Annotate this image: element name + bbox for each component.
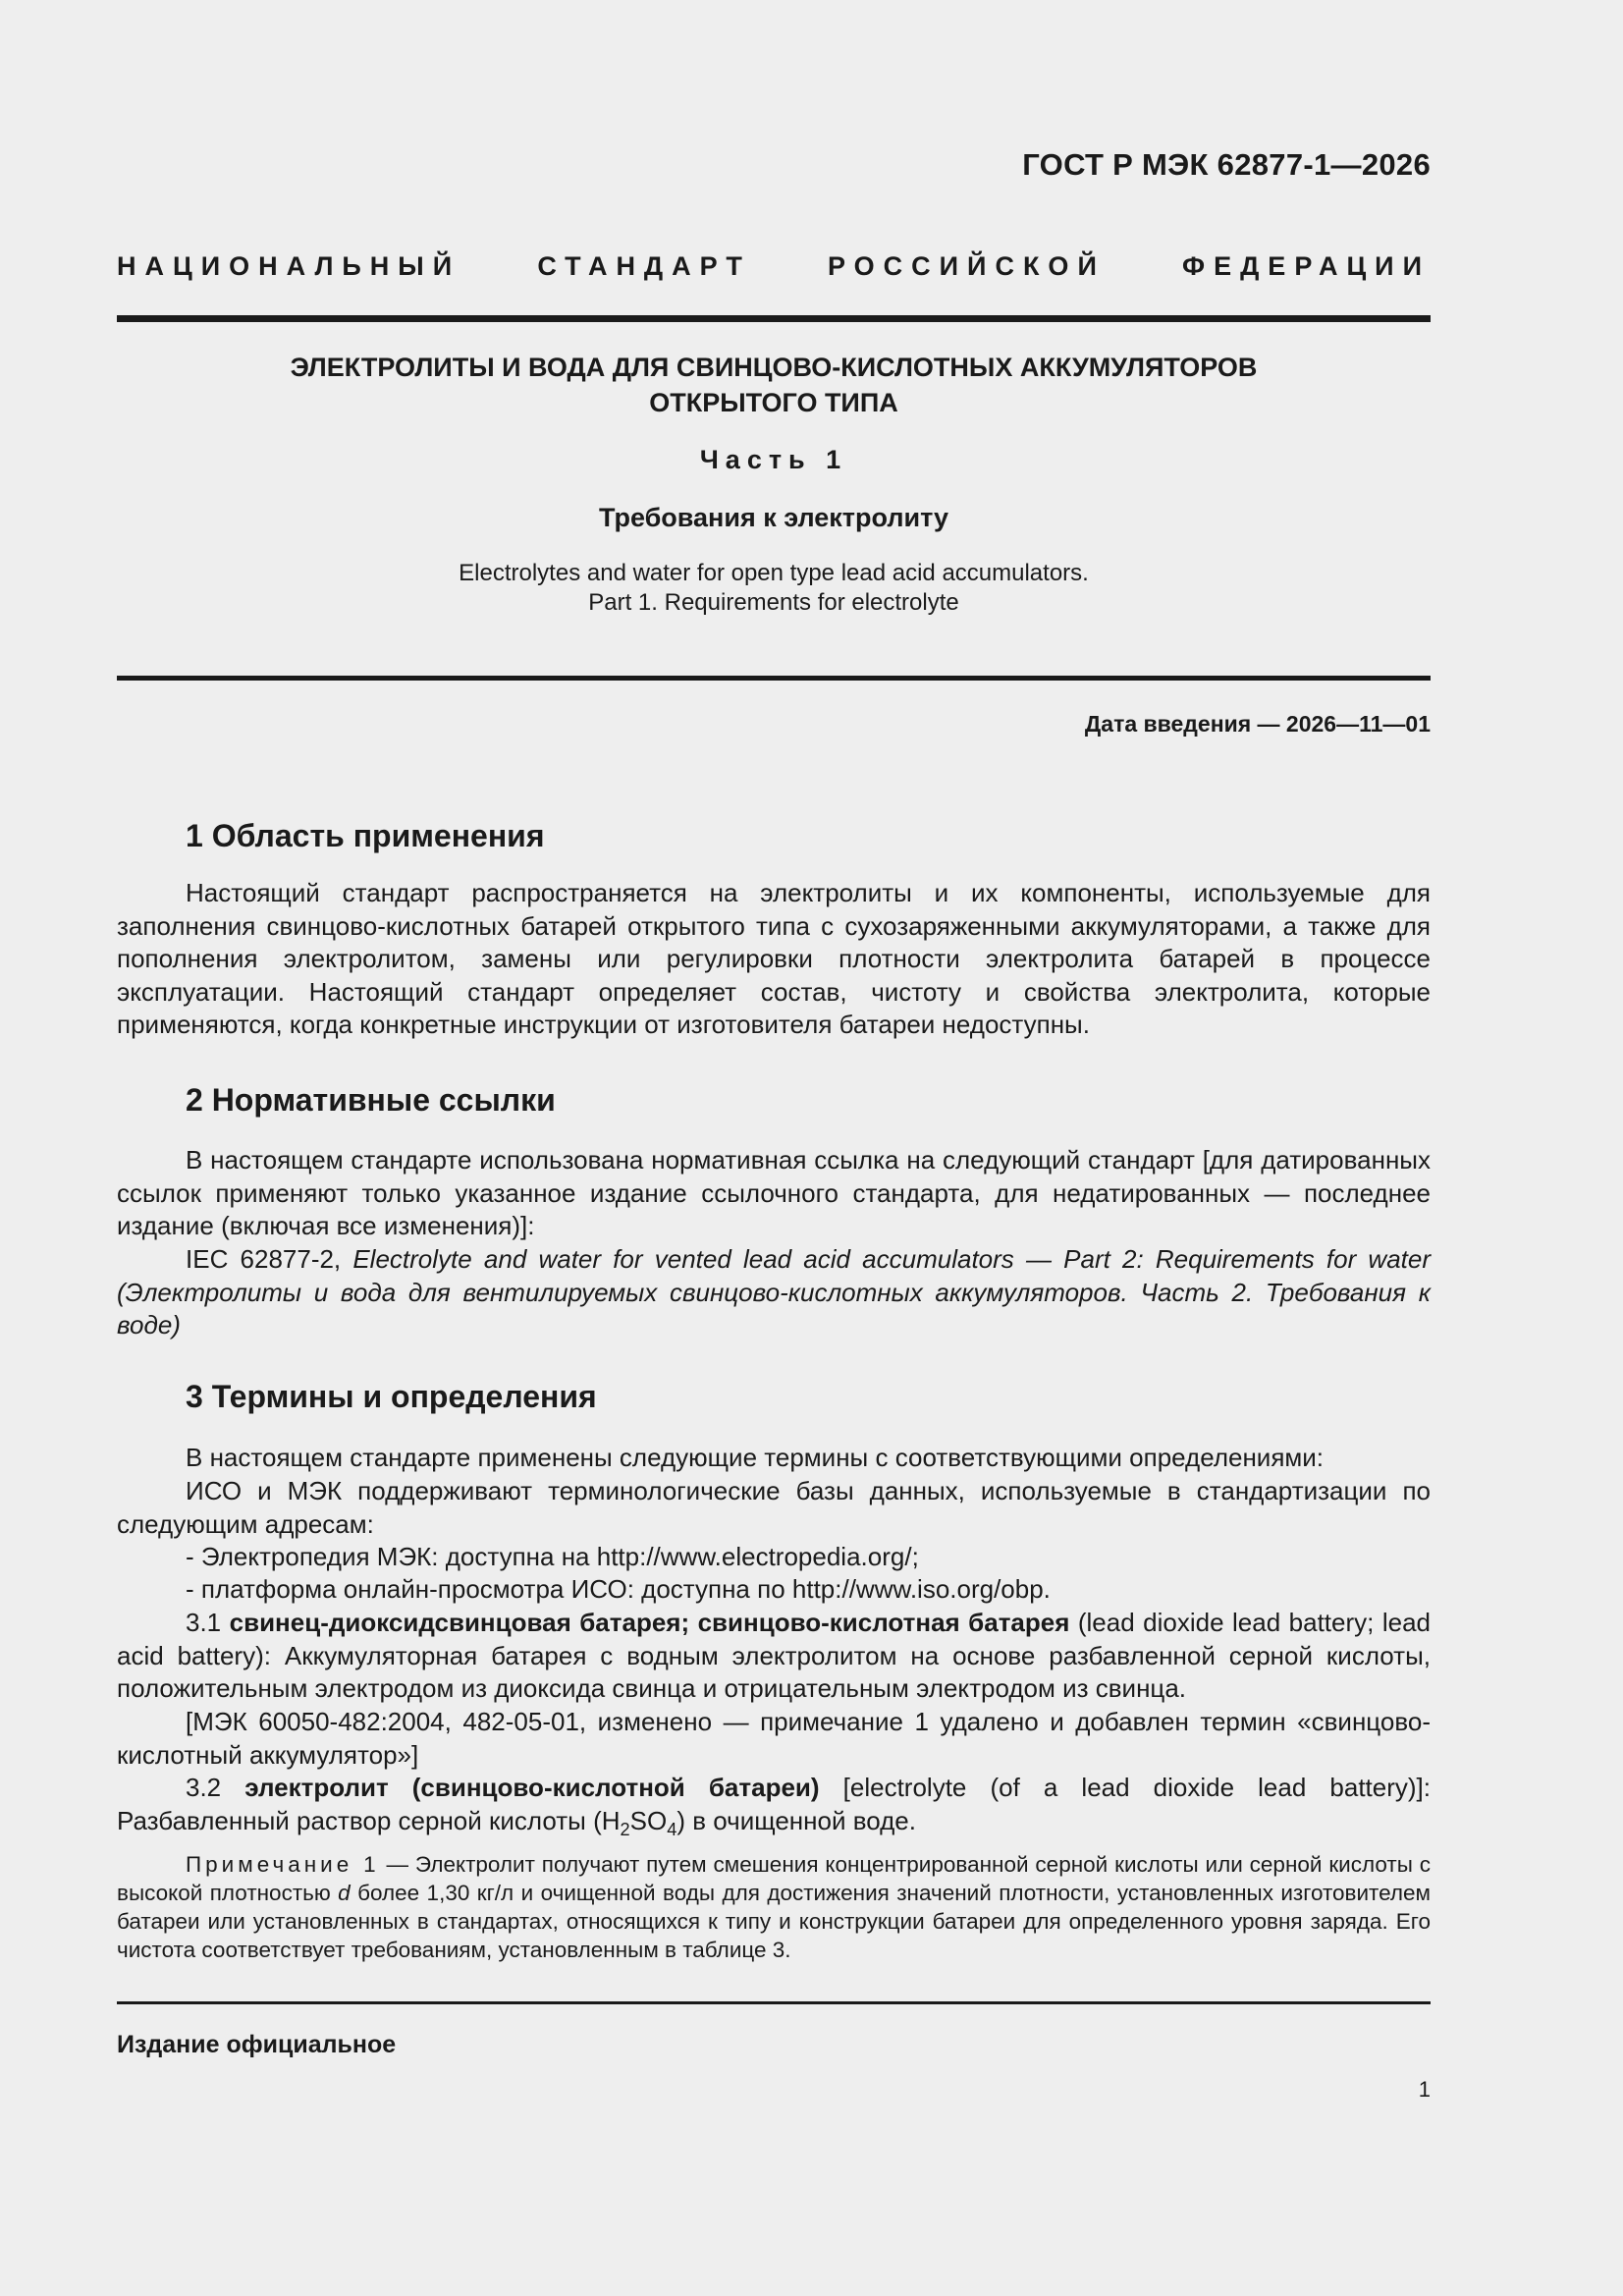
- section-1-text: Настоящий стандарт распространяется на электролиты и их компоненты, используемые для заполнения свинцово-кислотных батарей открытого типа с сухозаряженными аккумуляторами, а также для пополнения электролитом, замены или регулировки плотности электролита батарей в процессе эксплуатации. Настоящий стандарт определяет состав, чистоту и свойства электролита, которые применяются, когда конкретные инструкции от изготовителя батареи недоступны.: [117, 878, 1431, 1039]
- list-item-iso-obp: - платформа онлайн-просмотра ИСО: доступна по http://www.iso.org/obp.: [186, 1574, 1051, 1604]
- title-divider: [117, 676, 1431, 681]
- subtitle: Требования к электролиту: [599, 503, 948, 532]
- normative-reference: [117, 1243, 1431, 1342]
- section-2-text: [117, 1144, 1431, 1243]
- title-line-2: ОТКРЫТОГО ТИПА: [649, 388, 898, 417]
- term-3-2-end: ) в очищенной воде.: [676, 1805, 916, 1835]
- english-title: [117, 559, 1431, 618]
- formula-so: SO: [629, 1805, 668, 1835]
- formula-sub-2: 2: [620, 1819, 630, 1839]
- title-line-1: ЭЛЕКТРОЛИТЫ И ВОДА ДЛЯ СВИНЦОВО-КИСЛОТНЫХ АККУМУЛЯТОРОВ: [290, 353, 1258, 382]
- english-title-line-1: Electrolytes and water for open type lead acid accumulators.: [459, 560, 1089, 586]
- term-3-2-number: 3.2: [186, 1773, 245, 1802]
- term-3-2-term: электролит (свинцово-кислотной батареи): [244, 1773, 820, 1802]
- section-3-title: 3 Термины и определения: [186, 1379, 597, 1414]
- formula-sub-4: 4: [667, 1819, 677, 1839]
- edition-label: Издание официальное: [117, 2031, 397, 2058]
- term-3-2-definition: [electrolyte (of a lead dioxide lead battery)]: Разбавленный раствор серной кислоты (H: [117, 1773, 1431, 1835]
- section-1-title: 1 Область применения: [186, 818, 545, 853]
- intro-date: Дата введения — 2026—11—01: [1084, 711, 1431, 737]
- term-3-1-definition: (lead dioxide lead battery; lead acid battery): Аккумуляторная батарея с водным электролитом на основе разбавленной серной кислоты, положительным электродом из диоксида свинца и отрицательным электродом из свинца.: [117, 1608, 1431, 1703]
- section-3-intro: В настоящем стандарте применены следующие термины с соответствующими определениями:: [186, 1443, 1325, 1472]
- title-block: [117, 350, 1431, 618]
- note-label: Примечание 1: [186, 1852, 380, 1877]
- gost-code: ГОСТ Р МЭК 62877-1—2026: [1022, 147, 1431, 182]
- section-2-title: 2 Нормативные ссылки: [186, 1082, 556, 1118]
- term-3-2: [117, 1772, 1431, 1846]
- term-3-1: [117, 1607, 1431, 1706]
- part-label: Часть 1: [699, 445, 848, 474]
- list-item-electropedia: - Электропедия МЭК: доступна на http://www.electropedia.org/;: [186, 1542, 919, 1571]
- note-1: [117, 1850, 1431, 1964]
- terminology-databases: ИСО и МЭК поддерживают терминологические базы данных, используемые в стандартизации по следующим адресам:: [117, 1476, 1431, 1539]
- section-2-body: В настоящем стандарте использована нормативная ссылка на следующий стандарт [для датированных ссылок применяют только указанное издание ссылочного стандарта, для недатированных — последнее издание (включая все изменения)]:: [117, 1145, 1431, 1240]
- term-3-1-number: 3.1: [186, 1608, 230, 1637]
- english-title-line-2: Part 1. Requirements for electrolyte: [588, 589, 959, 616]
- note-density-symbol: d: [338, 1881, 351, 1905]
- page-number: 1: [1418, 2077, 1431, 2102]
- top-divider: [117, 315, 1431, 322]
- note-text-b: более 1,30 кг/л и очищенной воды для достижения значений плотности, установленных изготовителем батареи или установленных в стандартах, относящихся к типу и конструкции батареи для определенного уровня заряда. Его чистота соответствует требованиям, установленным в таблице 3.: [117, 1881, 1431, 1962]
- note-text-a: — Электролит получают путем смешения концентрированной серной кислоты или серной кислоты с высокой плотностью: [117, 1852, 1432, 1905]
- footer-divider: [117, 2001, 1431, 2004]
- term-3-1-source: [МЭК 60050-482:2004, 482-05-01, изменено — примечание 1 удалено и добавлен термин «свинцово-кислотный аккумулятор»]: [117, 1707, 1431, 1770]
- term-3-1-term: свинец-диоксидсвинцовая батарея; свинцово-кислотная батарея: [229, 1608, 1070, 1637]
- reference-title: Electrolyte and water for vented lead acid accumulators — Part 2: Requirements for water (Электролиты и вода для вентилируемых свинцово-кислотных аккумуляторов. Часть 2. Требования к воде): [117, 1244, 1431, 1339]
- national-standard-heading: НАЦИОНАЛЬНЫЙ СТАНДАРТ РОССИЙСКОЙ ФЕДЕРАЦИИ: [117, 251, 1431, 281]
- reference-code: IEC 62877-2,: [186, 1244, 353, 1274]
